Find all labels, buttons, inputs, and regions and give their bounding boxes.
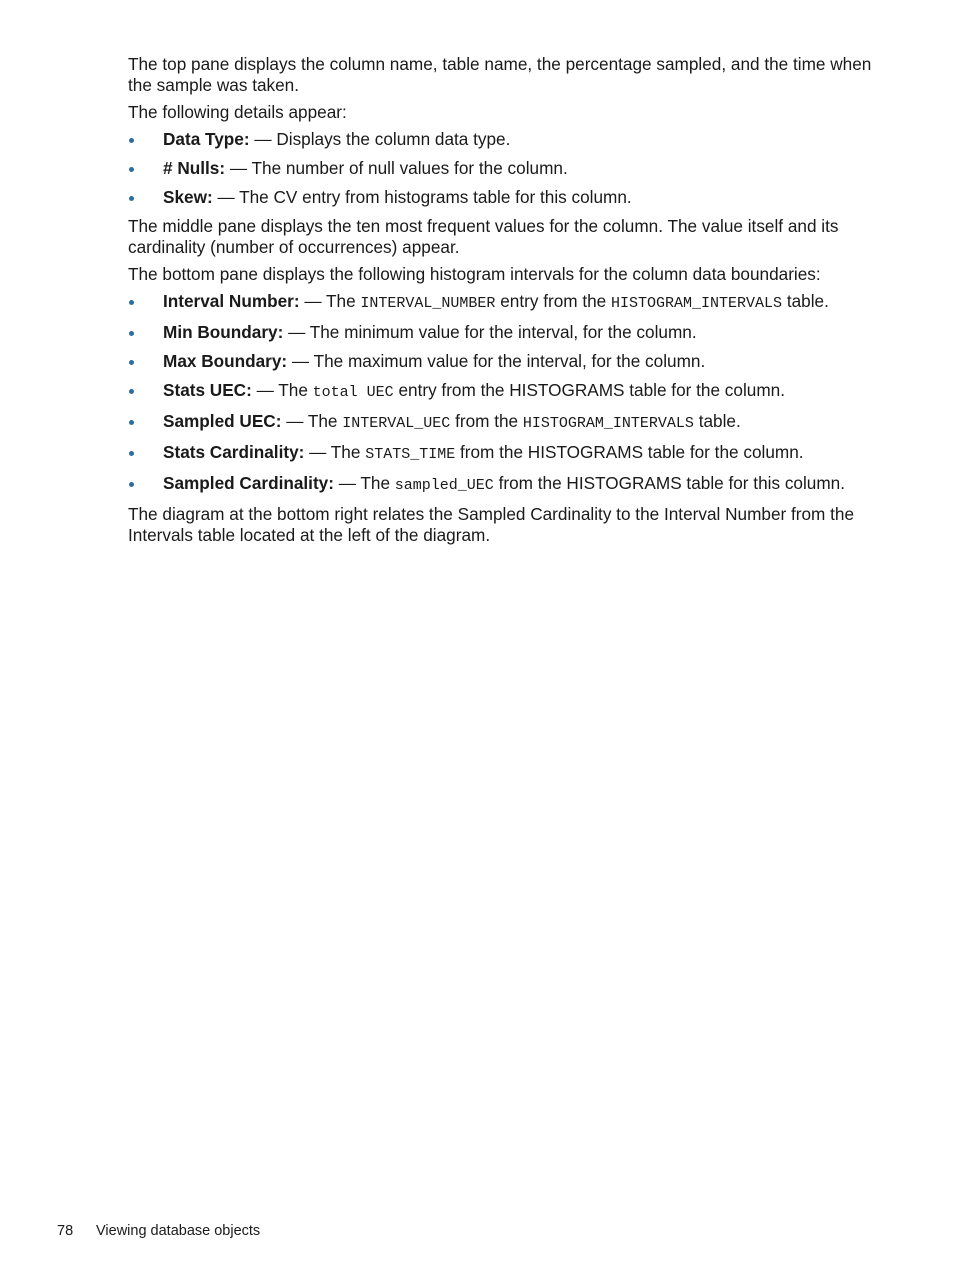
list-item: Stats UEC: — The total UEC entry from the HISTOGRAMS table for the column. — [128, 380, 873, 403]
bottom-pane-paragraph: The bottom pane displays the following histogram intervals for the column data boundaries: — [128, 264, 821, 284]
details-list — [128, 129, 873, 208]
list-item: Sampled UEC: — The INTERVAL_UEC from the HISTOGRAM_INTERVALS table. — [128, 411, 873, 434]
bullet-icon — [129, 389, 134, 394]
bullet-icon — [129, 331, 134, 336]
bullet-icon — [129, 360, 134, 365]
list-item: Interval Number: — The INTERVAL_NUMBER entry from the HISTOGRAM_INTERVALS table. — [128, 291, 873, 314]
page-number: 78 — [57, 1223, 74, 1239]
list-item: Stats Cardinality: — The STATS_TIME from the HISTOGRAMS table for the column. — [128, 442, 873, 465]
closing-paragraph: The diagram at the bottom right relates the Sampled Cardinality to the Interval Number from the Intervals table located at the left of the diagram. — [128, 504, 855, 545]
intervals-list — [128, 291, 873, 496]
page-body — [128, 54, 873, 552]
list-item: Sampled Cardinality: — The sampled_UEC from the HISTOGRAMS table for this column. — [128, 473, 873, 496]
list-item: Min Boundary: — The minimum value for the interval, for the column. — [128, 322, 873, 343]
list-item: Max Boundary: — The maximum value for the interval, for the column. — [128, 351, 873, 372]
bullet-icon — [129, 167, 134, 172]
bullet-icon — [129, 300, 134, 305]
bullet-icon — [129, 482, 134, 487]
bullet-icon — [129, 420, 134, 425]
list-item: # Nulls: — The number of null values for the column. — [128, 158, 873, 179]
details-lead-in: The following details appear: — [128, 102, 347, 122]
list-item: Skew: — The CV entry from histograms table for this column. — [128, 187, 873, 208]
list-item: Data Type: — Displays the column data type. — [128, 129, 873, 150]
section-title: Viewing database objects — [96, 1223, 261, 1239]
bullet-icon — [129, 451, 134, 456]
intro-paragraph: The top pane displays the column name, table name, the percentage sampled, and the time when the sample was taken. — [128, 54, 872, 95]
bullet-icon — [129, 138, 134, 143]
page-footer — [57, 1222, 260, 1240]
middle-pane-paragraph: The middle pane displays the ten most frequent values for the column. The value itself and its cardinality (number of occurrences) appear. — [128, 216, 839, 257]
bullet-icon — [129, 196, 134, 201]
